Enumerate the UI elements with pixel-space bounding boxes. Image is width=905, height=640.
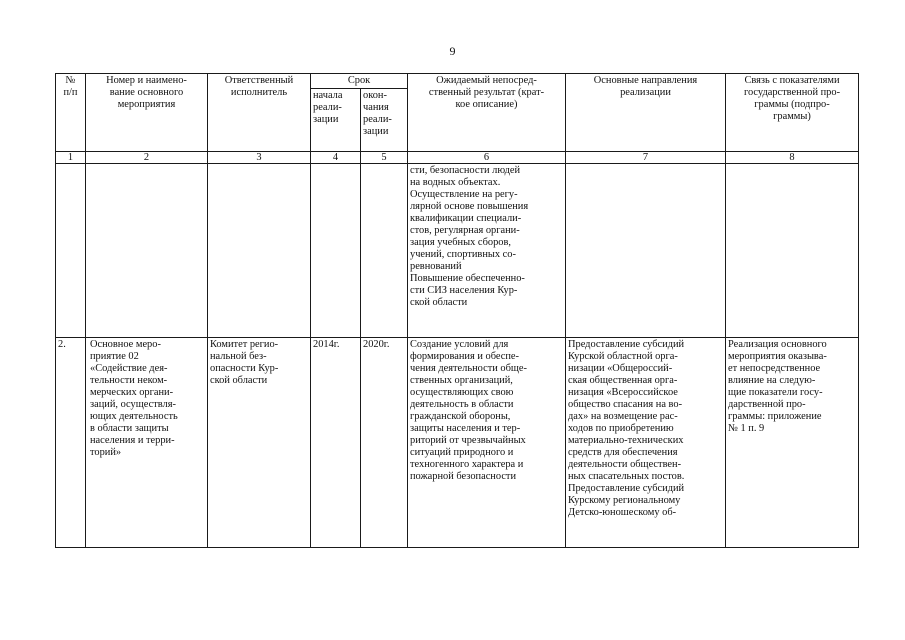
page-number: 9	[449, 44, 456, 58]
row-end: 2020г.	[361, 338, 408, 548]
row-num: 2.	[56, 338, 86, 548]
row-indicator-link	[726, 164, 859, 338]
column-number: 1	[56, 152, 86, 164]
header-num: № п/п	[56, 74, 86, 152]
column-number: 3	[208, 152, 311, 164]
header-indicator-link: Связь с показателями государственной про- граммы (подпро- граммы)	[726, 74, 859, 152]
header-directions: Основные направления реализации	[566, 74, 726, 152]
table-row	[56, 338, 859, 548]
row-indicator-link: Реализация основного мероприятия оказыва- ет непосредственное влияние на следую- щие показатели госу- дарственной про- граммы: приложение № 1 п. 9	[726, 338, 859, 548]
row-expected-result: сти, безопасности людей на водных объектах. Осуществление на регу- лярной основе повышения квалификации специали- стов, регулярная органи- зация учебных сборов, учений, спортивных со- ревнований Повышение обеспеченно- сти СИЗ населения Кур- ской области	[408, 164, 566, 338]
column-number: 5	[361, 152, 408, 164]
measures-table	[55, 73, 859, 548]
column-number: 6	[408, 152, 566, 164]
row-directions	[566, 164, 726, 338]
row-end	[361, 164, 408, 338]
row-executor	[208, 164, 311, 338]
row-num	[56, 164, 86, 338]
column-number: 2	[86, 152, 208, 164]
column-number: 7	[566, 152, 726, 164]
column-number: 4	[311, 152, 361, 164]
header-expected-result: Ожидаемый непосред- ственный результат (крат- кое описание)	[408, 74, 566, 152]
header-start: начала реали- зации	[311, 89, 361, 152]
header-end: окон- чания реали- зации	[361, 89, 408, 152]
row-expected-result: Создание условий для формирования и обеспе- чения деятельности обще- ственных организаций, осуществляющих свою деятельность в области гражданской обороны, защиты населения и тер- риторий от чрезвычайных ситуаций природного и техногенного характера и пожарной безопасности	[408, 338, 566, 548]
header-period: Срок	[311, 74, 408, 89]
row-measure-name: Основное меро- приятие 02 «Содействие дея- тельности неком- мерческих органи- заций, осуществля- ющих деятельность в области защиты населения и терри- торий»	[86, 338, 208, 548]
column-number: 8	[726, 152, 859, 164]
row-start	[311, 164, 361, 338]
row-start: 2014г.	[311, 338, 361, 548]
header-executor: Ответственный исполнитель	[208, 74, 311, 152]
header-measure-name: Номер и наимено- вание основного мероприятия	[86, 74, 208, 152]
table-row	[56, 164, 859, 338]
row-executor: Комитет регио- нальной без- опасности Кур- ской области	[208, 338, 311, 548]
row-measure-name	[86, 164, 208, 338]
row-directions: Предоставление субсидий Курской областной орга- низации «Общероссий- ская общественная орга- низация «Всероссийское общество спасания на во- дах» на возмещение рас- ходов по приобретению материально-технических средств для обеспечения деятельности обществен- ных спасательных постов. Предоставление субсидий Курскому региональному Детско-юношескому об-	[566, 338, 726, 548]
